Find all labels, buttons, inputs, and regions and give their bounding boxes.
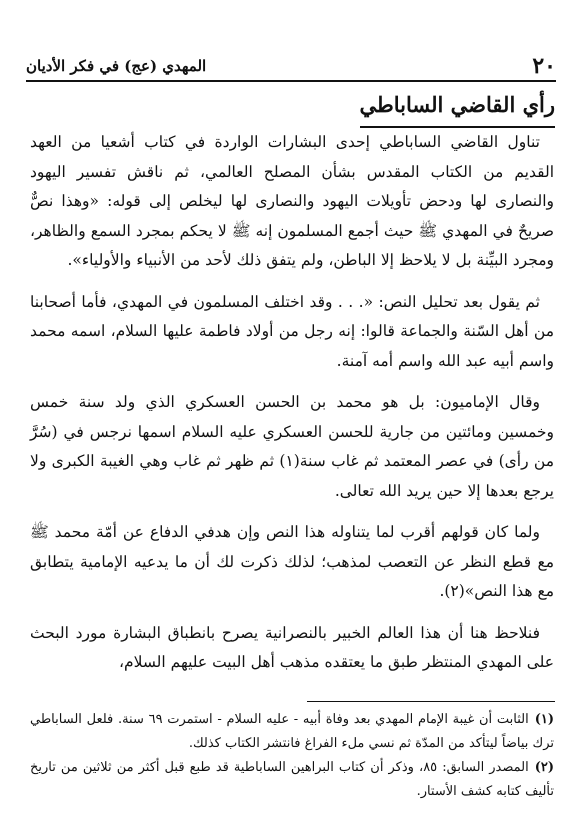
footnote-text: الثابت أن غيبة الإمام المهدي بعد وفاة أبيه - عليه السلام - استمرت ٦٩ سنة. فلعل الساباطي ترك بياضاً ليتأكد من المدّة ثم نسي ملء الفراغ فانتشر الكتاب كذلك.: [30, 712, 554, 751]
paragraph-5: فنلاحظ هنا أن هذا العالم الخبير بالنصرانية يصرح بانطباق البشارة مورد البحث على المهدي المنتظر طبق ما يعتقده مذهب أهل البيت عليهم السلام،: [30, 623, 554, 671]
footnote-divider: [307, 701, 555, 702]
page-number: ٢٠: [532, 53, 556, 79]
footnote-number: (١): [534, 712, 554, 727]
paragraph-1: تناول القاضي الساباطي إحدى البشارات الواردة في كتاب أشعيا من العهد القديم من الكتاب المقدس بشأن المصلح العالمي، ثم ناقش تفسير اليهود والنصارى لها ودحض تأويلات اليهود والنصارى لها ليخلص إلى قوله: «وهذا نصٌّ صريحٌ في المهدي ﷺ حيث أجمع المسلمون إنه ﷺ لا يحكم بمجرد السمع والظاهر، ومجرد البيِّنة بل لا يلاحظ إلا الباطن، ولم يتفق ذلك لأحد من الأنبياء والأولياء».: [30, 133, 554, 269]
paragraph-4: ولما كان قولهم أقرب لما يتناوله هذا النص وإن هدفي الدفاع عن أمّة محمد ﷺ مع قطع النظر عن التعصب لمذهب؛ لذلك ذكرت لك أن ما يدعيه الإمامية يتطابق مع هذا النص»(٢).: [30, 523, 554, 600]
footnote-2: [30, 756, 554, 804]
footnote-1: [30, 708, 554, 756]
section-heading: رأي القاضي الساباطي: [360, 90, 555, 128]
page-header: [26, 46, 556, 82]
running-title: المهدي (عج) في فكر الأديان: [26, 57, 207, 75]
footnotes: [30, 708, 554, 804]
paragraph-3: وقال الإماميون: بل هو محمد بن الحسن العسكري الذي ولد سنة خمس وخمسين ومائتين من جارية للحسن العسكري عليه السلام اسمها نرجس في (سُرَّ من رأى) في عصر المعتمد ثم غاب سنة(١) ثم ظهر ثم غاب وهي الغيبة الكبرى ولا يرجع بعدها إلا حين يريد الله تعالى.: [30, 393, 555, 500]
footnote-number: (٢): [534, 760, 554, 775]
body-text: [30, 128, 554, 690]
footnote-text: المصدر السابق: ٨٥، وذكر أن كتاب البراهين الساباطية قد طبع قبل أكثر من ثلاثين من تاريخ تأليف كتابه كشف الأستار.: [30, 760, 554, 799]
paragraph-2: ثم يقول بعد تحليل النص: «. . . وقد اختلف المسلمون في المهدي، فأما أصحابنا من أهل السّنة والجماعة قالوا: إنه رجل من أولاد فاطمة عليها السلام، اسمه محمد واسم أبيه عبد الله واسم أمه آمنة.: [30, 292, 554, 370]
